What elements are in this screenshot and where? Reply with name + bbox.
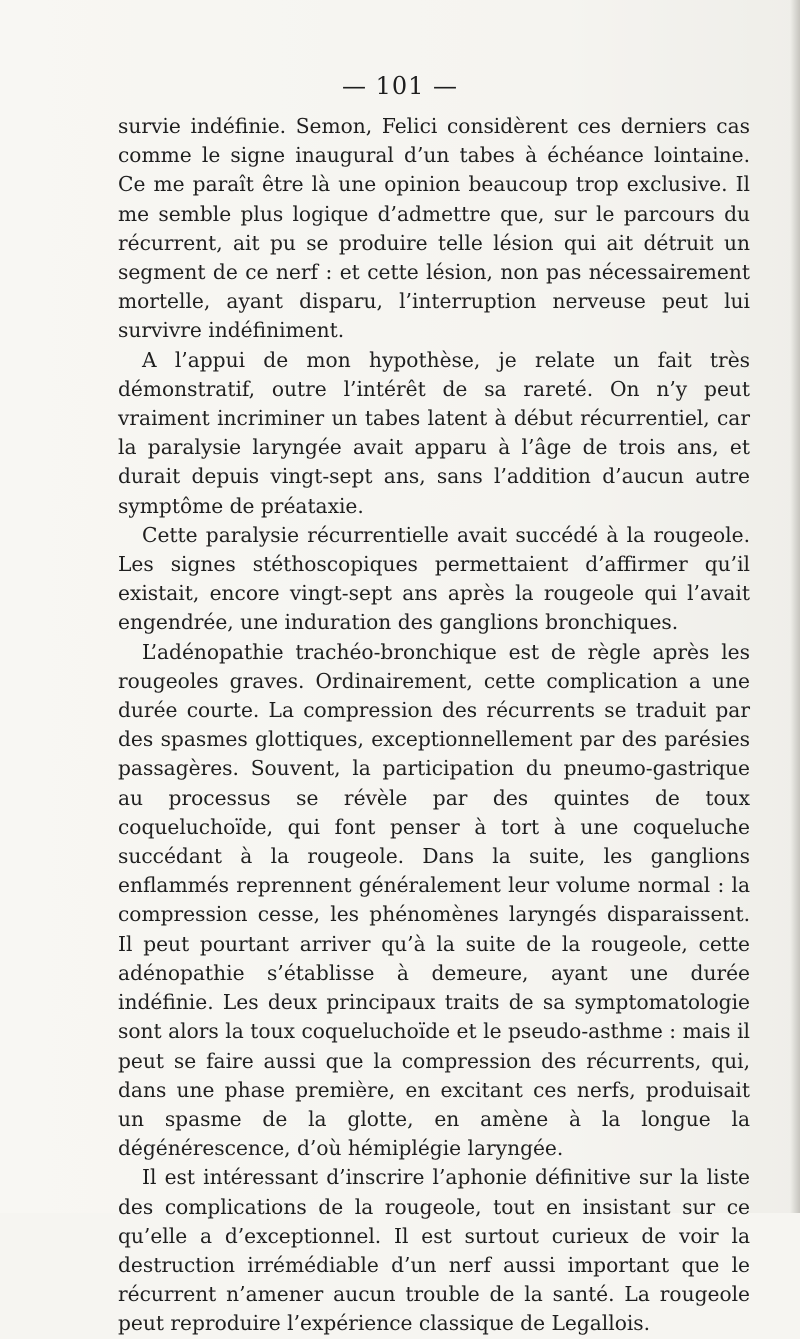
paragraph-4: L’adénopathie trachéo-bronchique est de règle après les rougeoles graves. Ordinairement, cette complication a une durée courte. La compression des récurrents se traduit par des spasmes glottiques, exceptionnellement par des parésies passagères. Souvent, la participation du pneumo-gastrique au processus se révèle par des quintes de toux coqueluchoïde, qui font penser à tort à une coqueluche succédant à la rougeole. Dans la suite, les ganglions enflammés reprennent généralement leur volume normal : la compression cesse, les phénomènes laryngés disparaissent. Il peut pourtant arriver qu’à la suite de la rougeole, cette adénopathie s’établisse à demeure, ayant une durée indéfinie. Les deux principaux traits de sa symptomatologie sont alors la toux coqueluchoïde et le pseudo-asthme : mais il peut se faire aussi que la compression des récurrents, qui, dans une phase première, en excitant ces nerfs, produisait un spasme de la glotte, en amène à la longue la dégénérescence, d’où hémiplégie laryngée. (118, 639, 750, 1161)
paragraph-3: Cette paralysie récurrentielle avait succédé à la rougeole. Les signes stéthoscopiques permettaient d’affirmer qu’il existait, encore vingt-sept ans après la rougeole qui l’avait engendrée, une induration des ganglions bronchiques. (118, 522, 750, 635)
paragraph-1: survie indéfinie. Semon, Felici considèrent ces derniers cas comme le signe inaugural d’un tabes à échéance lointaine. Ce me paraît être là une opinion beaucoup trop exclusive. Il me semble plus logique d’admettre que, sur le parcours du récurrent, ait pu se produire telle lésion qui ait détruit un segment de ce nerf : et cette lésion, non pas nécessairement mortelle, ayant disparu, l’interruption nerveuse peut lui survivre indéfiniment. (118, 114, 750, 343)
paragraph-5: Il est intéressant d’inscrire l’aphonie définitive sur la liste des complications de la rougeole, tout en insistant sur ce qu’elle a d’exceptionnel. Il est surtout curieux de voir la destruction irrémédiable d’un nerf aussi important que le récurrent n’amener aucun trouble de la santé. La rougeole peut reproduire l’expérience classique de Legallois. (118, 1165, 750, 1336)
paragraph-2: A l’appui de mon hypothèse, je relate un fait très démonstratif, outre l’intérêt de sa rareté. On n’y peut vraiment incriminer un tabes latent à début récurrentiel, car la paralysie laryngée avait apparu à l’âge de trois ans, et durait depuis vingt-sept ans, sans l’addition d’aucun autre symptôme de préataxie. (118, 347, 750, 518)
page-edge-shadow (790, 0, 800, 1213)
body-text (118, 112, 750, 1339)
page-number: — 101 — (341, 72, 459, 100)
